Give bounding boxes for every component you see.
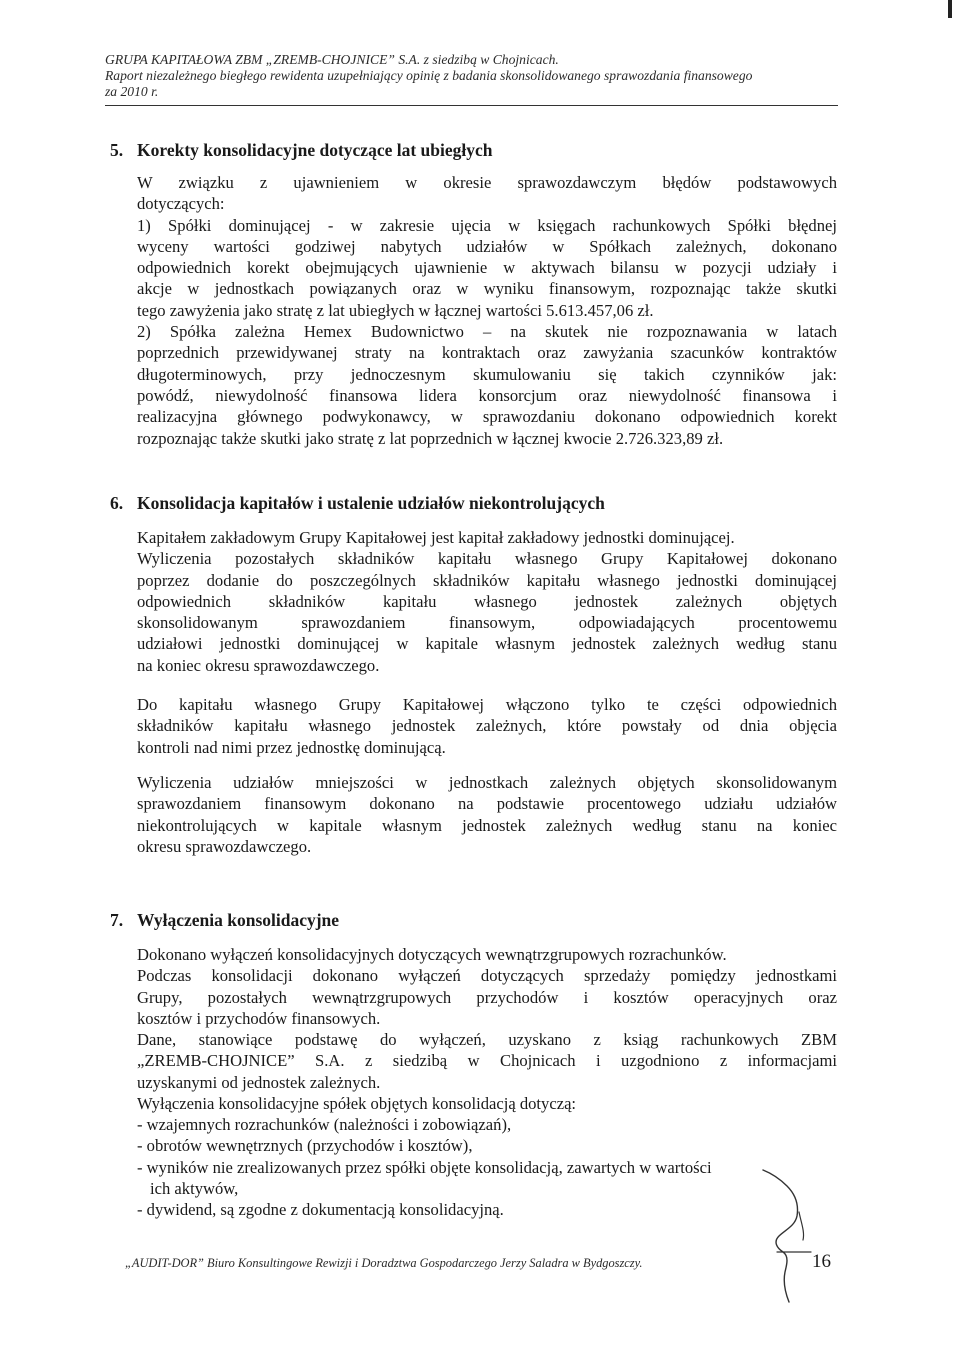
- list-item: - wyników nie zrealizowanych przez spółki objęte konsolidacją, zawartych w wartości: [137, 1157, 712, 1177]
- section-6-title: Konsolidacja kapitałów i ustalenie udziałów niekontrolujących: [137, 493, 605, 513]
- text-line: powódź, niewydolność finansowa lidera konsorcjum oraz niewydolność finansowa i: [137, 385, 837, 405]
- text-line: sprawozdaniem finansowym dokonano na podstawie procentowego udziału udziałów: [137, 794, 837, 814]
- text-line: Grupy, pozostałych wewnątrzgrupowych przychodów i kosztów operacyjnych oraz: [137, 987, 837, 1007]
- text-line: Dane, stanowiące podstawę do wyłączeń, uzyskano z ksiąg rachunkowych ZBM: [137, 1030, 837, 1050]
- text-line: odpowiednich korekt obejmujących ujawnienie w aktywach bilansu w pozycji udziały i: [137, 258, 837, 278]
- section-5-number: 5.: [110, 140, 124, 160]
- section-5-heading: [110, 140, 493, 160]
- text-line: wyceny wartości godziwej nabytych udziałów w Spółkach zależnych, dokonano: [137, 236, 837, 256]
- section-6-number: 6.: [110, 493, 124, 513]
- section-6-paragraph-2: [137, 694, 837, 758]
- text-line: „ZREMB-CHOJNICE” S.A. z siedzibą w Chojnicach i uzgodniono z informacjami: [137, 1051, 837, 1071]
- text-line: skonsolidowanym sprawozdaniem finansowym, odpowiadających procentowemu: [137, 613, 837, 633]
- text-line: dotyczących:: [137, 194, 225, 214]
- text-line: realizacyjna głównego podwykonawcy, w sprawozdaniu dokonano odpowiednich korekt: [137, 407, 837, 427]
- text-line: długoterminowych, przy jednoczesnym skumulowaniu się takich czynników jak:: [137, 364, 837, 384]
- text-line: Wyliczenia pozostałych składników kapitału własnego Grupy Kapitałowej dokonano: [137, 549, 837, 569]
- text-line: tego zawyżenia jako stratę z lat ubiegłych w łącznej wartości 5.613.457,06 zł.: [137, 300, 654, 320]
- list-item: - wzajemnych rozrachunków (należności i zobowiązań),: [137, 1115, 512, 1134]
- footer-auditor: „AUDIT-DOR” Biuro Konsultingowe Rewizji i Doradztwa Gospodarczego Jerzy Saladra w Bydgoszczy.: [125, 1256, 643, 1270]
- header-report-line: Raport niezależnego biegłego rewidenta uzupełniający opinię z badania skonsolidowanego sprawozdania finansowego: [105, 68, 753, 83]
- text-line: kontroli nad nimi przez jednostkę dominującą.: [137, 737, 446, 757]
- text-line: 1) Spółki dominującej - w zakresie ujęcia w księgach rachunkowych Spółki błędnej: [137, 215, 837, 235]
- header-rule: [105, 105, 838, 106]
- exclusions-list: [137, 1114, 837, 1220]
- section-7-number: 7.: [110, 910, 124, 930]
- page-number: 16: [812, 1251, 831, 1272]
- section-6-paragraph-1: [137, 527, 837, 676]
- header-year-line: za 2010 r.: [105, 84, 159, 99]
- section-6-heading: [110, 493, 605, 513]
- text-line: Podczas konsolidacji dokonano wyłączeń dotyczących sprzedaży pomiędzy jednostkami: [137, 966, 837, 986]
- scan-mark: [948, 0, 952, 18]
- text-line: uzyskanymi od jednostek zależnych.: [137, 1072, 381, 1092]
- document-header: [105, 52, 840, 100]
- text-line: udziałowi jednostki dominującej w kapitale własnym jednostek zależnych według stanu: [137, 634, 837, 654]
- text-line: poprzez dodanie do poszczególnych składników kapitału własnego jednostki dominującej: [137, 570, 837, 590]
- text-line: Dokonano wyłączeń konsolidacyjnych dotyczących wewnątrzgrupowych rozrachunków.: [137, 945, 727, 964]
- text-line: odpowiednich składników kapitału własnego jednostek zależnych objętych: [137, 591, 837, 611]
- text-line: na koniec okresu sprawozdawczego.: [137, 655, 380, 675]
- text-line: Kapitałem zakładowym Grupy Kapitałowej jest kapitał zakładowy jednostki dominującej.: [137, 528, 735, 547]
- text-line: niekontrolujących w kapitale własnym jednostek zależnych według stanu na koniec: [137, 815, 837, 835]
- section-7-title: Wyłączenia konsolidacyjne: [137, 910, 340, 930]
- section-5-title: Korekty konsolidacyjne dotyczące lat ubiegłych: [137, 140, 493, 160]
- section-7-body: [137, 944, 837, 1114]
- section-5-body: [137, 172, 837, 449]
- text-line: Wyliczenia udziałów mniejszości w jednostkach zależnych objętych skonsolidowanym: [137, 773, 837, 792]
- section-7-heading: [110, 910, 339, 930]
- handwritten-initials: [755, 1160, 825, 1310]
- text-line: 2) Spółka zależna Hemex Budownictwo – na skutek nie rozpoznawania w latach: [137, 322, 837, 342]
- text-line: składników kapitału własnego jednostek zależnych, które powstały od dnia objęcia: [137, 716, 837, 736]
- list-item-continuation: ich aktywów,: [150, 1178, 239, 1198]
- text-line: Do kapitału własnego Grupy Kapitałowej włączono tylko te części odpowiednich: [137, 695, 837, 714]
- section-6-paragraph-3: [137, 772, 837, 857]
- text-line: okresu sprawozdawczego.: [137, 836, 312, 856]
- list-item: - obrotów wewnętrznych (przychodów i kosztów),: [137, 1136, 473, 1156]
- text-line: Wyłączenia konsolidacyjne spółek objętych konsolidacją dotyczą:: [137, 1094, 577, 1114]
- text-line: poprzednich przewidywanej straty na kontraktach oraz zawyżania szacunków kontraktów: [137, 343, 837, 363]
- text-line: rozpoznając także skutki jako stratę z lat poprzednich w łącznej kwocie 2.726.323,89 zł.: [137, 428, 724, 448]
- text-line: W związku z ujawnieniem w okresie sprawozdawczym błędów podstawowych: [137, 173, 837, 192]
- text-line: akcje w jednostkach powiązanych oraz w wyniku finansowym, rozpoznając także skutki: [137, 279, 837, 299]
- text-line: kosztów i przychodów finansowych.: [137, 1008, 381, 1028]
- header-company-line: GRUPA KAPITAŁOWA ZBM „ZREMB-CHOJNICE” S.A. z siedzibą w Chojnicach.: [105, 52, 559, 67]
- list-item: - dywidend, są zgodne z dokumentacją konsolidacyjną.: [137, 1200, 504, 1220]
